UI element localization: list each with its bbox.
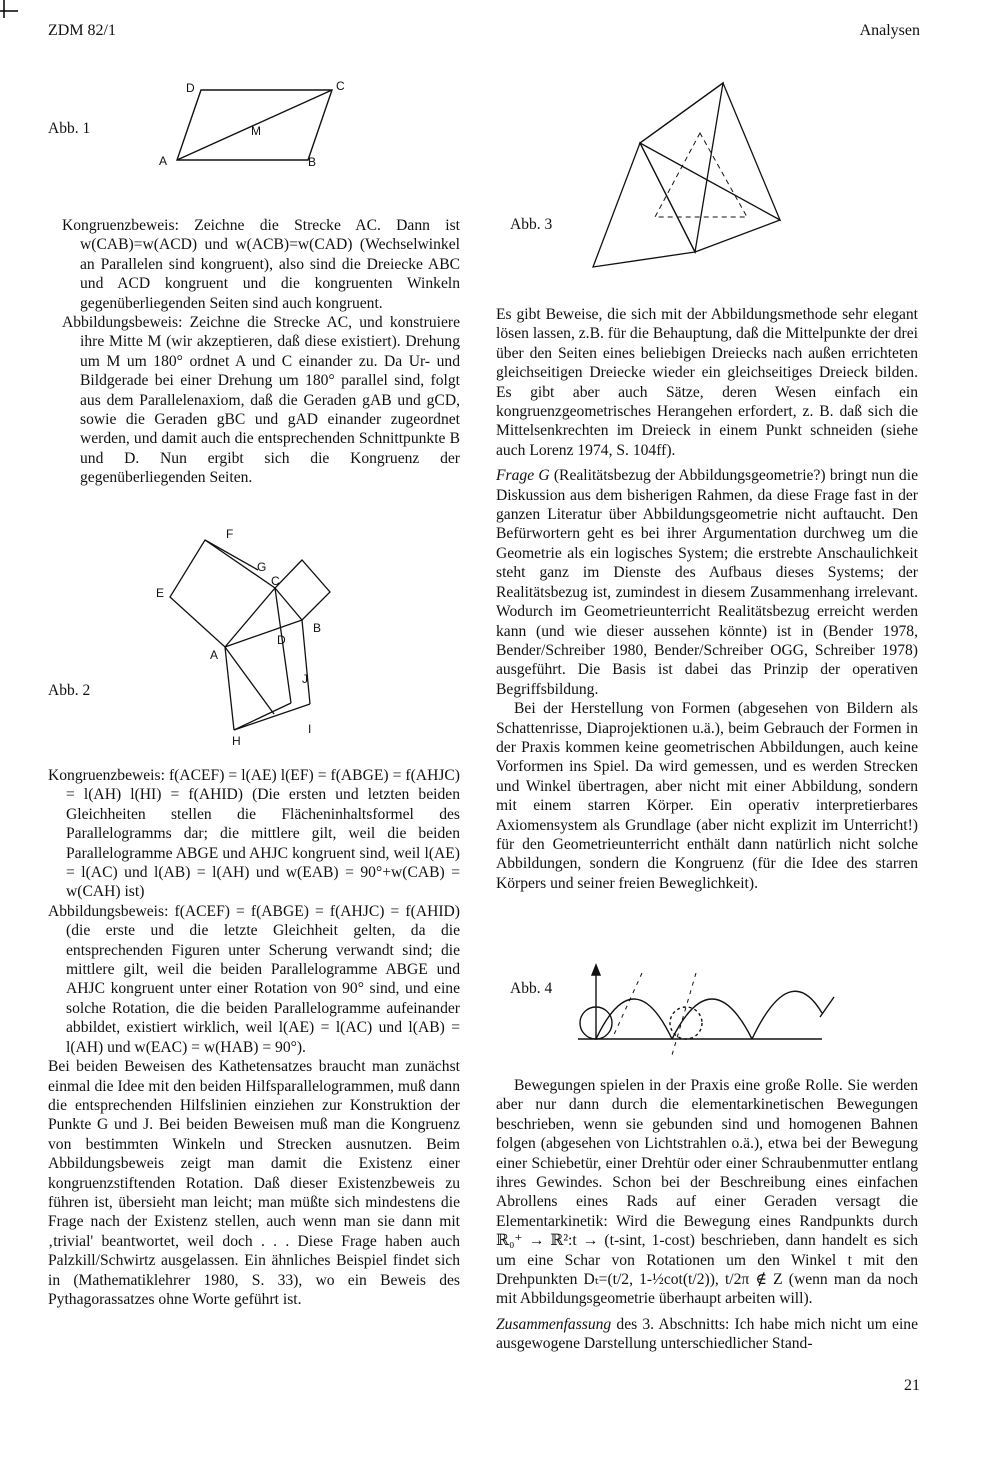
paragraph-kathetensatz: Bei beiden Beweisen des Kathetensatzes braucht man zunächst einmal die Idee mit den beiden Hilfsparallelogrammen, muß dann die entsprechenden Hilfslinien einziehen zur Konstruktion der Punkte G und J. Bei beiden Beweisen muß man die Kongruenz von bestimmten Winkeln und Strecken ausnutzen. Beim Abbildungsbeweis zeigt man damit die Existenz einer kongruenzstiftenden Rotation. Daß dieser Existenzbeweis zu führen ist, übersieht man leicht; man müßte sich mindestens die Frage nach der Existenz stellen, auch wenn man sie dann mit ‚trivial' beantwortet, weil doch . . . Diese Frage haben auch Palzkill/Schwirtz ausgelassen. Ein ähnliches Beispiel findet sich in (Mathematiklehrer 1980, S. 33), wo ein Beweis des Pythagorassatzes ohne Worte geführt ist. — [48, 1058, 460, 1308]
figure-4-caption: Abb. 4 — [510, 980, 553, 997]
label-e: E — [156, 586, 165, 600]
paragraph-beweise: Es gibt Beweise, die sich mit der Abbildungsmethode sehr elegant lösen lassen, z.B. für die Behauptung, daß die Mittelpunkte der drei über den Seiten eines beliebigen Dreiecks nach außen errichteten gleichseitigen Dreiecke wieder ein gleichseitiges Dreieck bilden. Es gibt aber auch Sätze, deren Wesen einfach ein kongruenzgeometrisches Herangehen erfordert, z. B. daß sich die Mittelsenkrechten im Dreieck in einem Punkt schneiden (siehe auch Lorenz 1974, S. 104ff). — [496, 306, 918, 459]
label-g: G — [257, 560, 267, 574]
frage-g-text: (Realitätsbezug der Abbildungsgeometrie?) bringt nun die Diskussion aus dem bisherigen Rahmen, da diese Frage fast in der ganzen Literatur über Abbildungsgeometrie nicht auftaucht. Den Befürwortern geht es bei ihrer Argumentation durchweg um die Geometrie als ein logisches System; die erstrebte Anschaulichkeit steht ganz im Dienste des Aufbaus dieses Systems; der Realitätsbezug ist, zumindest in diesem Zusammenhang irrelevant. Wodurch im Geometrieunterricht Realitätsbezug erreicht werden kann (und wie dieser aussehen könnte) ist in (Bender 1978, Bender/Schreiber 1980, Bender/Schreiber OGG, Schreiber 1978) ausgeführt. Die Basis ist dabei das Prinzip der operativen Begriffsbildung. — [496, 467, 918, 698]
paragraph-zusammenfassung — [496, 1315, 918, 1354]
paragraph-abbildungsbeweis-1: Abbildungsbeweis: Zeichne die Strecke AC, und konstruiere ihre Mitte M (wir akzeptieren, daß diese existiert). Drehung um M um 180° ordnet A und C einander zu. Da Ur- und Bildgerade bei einer Drehung um 180° parallel sind, folgt aus dem Parallelenaxiom, daß die Geraden gAB und gCD, sowie die Geraden gBC und gAD einander zugeordnet werden, und damit auch die entsprechenden Schnittpunkte B und D. Nun ergibt sich die Kongruenz der gegenüberliegenden Seiten. — [62, 314, 460, 487]
figure-2-pythagoras-construction — [150, 525, 350, 750]
figure-3-napoleon-triangles — [585, 75, 790, 275]
right-column-bottom — [496, 1076, 918, 1354]
running-header-right: Analysen — [859, 22, 920, 39]
label-d: D — [277, 633, 286, 647]
paragraph-frage-g — [496, 466, 918, 699]
label-a: A — [210, 648, 219, 662]
paragraph-kongruenzbeweis-2: Kongruenzbeweis: f(ACEF) = l(AE) l(EF) = f(ABGE) = f(AHJC) = l(AH) l(HI) = f(AHID) (Die ersten und letzten beiden Gleichheiten stellen die Flächeninhaltsformel des Parallelogramms dar; die mittlere gilt, weil die beiden Parallelogramme ABGE und AHJC kongruent sind, weil l(AE) = l(AC) und l(AB) = l(AH) und w(EAB) = 90°+w(CAB) = w(CAH) ist) — [48, 767, 460, 901]
figure-4-cycloid — [572, 963, 842, 1063]
crop-mark — [0, 0, 20, 20]
figure-1-caption: Abb. 1 — [48, 120, 91, 137]
right-column-top — [496, 305, 918, 893]
frage-g-term: Frage G — [496, 467, 550, 485]
label-c: C — [336, 79, 345, 93]
page-number: 21 — [904, 1377, 920, 1394]
zusammenfassung-text: des 3. Abschnitts: Ich habe mich nicht um eine ausgewogene Darstellung unterschiedlicher Stand- — [496, 1315, 918, 1353]
label-b: B — [308, 155, 317, 169]
zusammenfassung-term: Zusammenfassung — [496, 1315, 612, 1333]
label-b: B — [313, 621, 322, 635]
label-j: J — [302, 672, 308, 686]
running-header-left: ZDM 82/1 — [48, 22, 116, 39]
label-m: M — [251, 124, 261, 138]
label-c: C — [271, 574, 280, 588]
figure-2-caption: Abb. 2 — [48, 682, 91, 699]
left-column-top — [62, 216, 460, 488]
label-d: D — [186, 81, 195, 95]
figure-1-parallelogram — [150, 78, 360, 173]
label-i: I — [308, 722, 312, 736]
paragraph-bewegungen: Bewegungen spielen in der Praxis eine große Rolle. Sie werden aber nur dann durch die elementarkinetischen Bewegungen beschrieben, wenn sie gebunden sind und homogenen Bahnen folgen (abgesehen von Lichtstrahlen o.ä.), etwa bei der Bewegung einer Schiebetür, einer Drehtür oder einer Schraubenmutter entlang ihres Gewindes. Schon bei der Beschreibung eines einfachen Abrollens eines Rads auf einer Geraden versagt die Elementarkinetik: Wird die Bewegung eines Randpunkts durch ℝ₀⁺ → ℝ²:t → (t-sint, 1-cost) beschrieben, dann handelt es sich um eine Schar von Rotationen um den Winkel t mit den Drehpunkten Dₜ=(t/2, 1-½cot(t/2)), t/2π ∉ Z (wenn man da noch mit Abbildungsgeometrie überhaupt arbeiten will). — [496, 1077, 918, 1308]
figure-3-caption: Abb. 3 — [510, 216, 553, 233]
paragraph-kongruenzbeweis-1: Kongruenzbeweis: Zeichne die Strecke AC. Dann ist w(CAB)=w(ACD) und w(ACB)=w(CAD) (Wechselwinkel an Parallelen sind kongruent), also sind die Dreiecke ABC und ACD kongruent und die kongruenten Winkeln gegenüberliegenden Seiten sind auch kongruent. — [62, 217, 460, 312]
label-h: H — [232, 734, 241, 748]
label-f: F — [226, 527, 234, 541]
left-column-bottom — [48, 766, 460, 1309]
paragraph-abbildungsbeweis-2: Abbildungsbeweis: f(ACEF) = f(ABGE) = f(AHJC) = f(AHID) (die erste und die letzte Gleichheit gelten, da die entsprechenden Figuren unter Scherung verwandt sind; die mittlere gilt, weil die beiden Parallelogramme ABGE und AHJC kongruent unter einer Rotation von 90° sind, und eine solche Rotation, die die beiden Parallelogramme aufeinander abbildet, existiert wirklich, weil l(AE) = l(AC) und l(AB) = l(AH) und w(EAC) = w(HAB) = 90°). — [48, 902, 460, 1056]
label-a: A — [159, 154, 168, 168]
paragraph-herstellung: Bei der Herstellung von Formen (abgesehen von Bildern als Schattenrisse, Diaprojektionen u.ä.), beim Gebrauch der Formen in der Praxis kommen keine geometrischen Abbildungen, auch keine Vorformen ins Spiel. Da wird gemessen, und es werden Strecken und Winkel übertragen, aber nicht mit einer Abbildung, sondern mit einem starren Körper. Ein operativ interpretierbares Axiomensystem als Grundlage (aber nicht explizit im Unterricht!) für den Geometrieunterricht enthält dann natürlich nicht solche Abbildungen, sondern die Kongruenz (für die Idee des starren Körpers und seiner freien Beweglichkeit). — [496, 700, 918, 892]
